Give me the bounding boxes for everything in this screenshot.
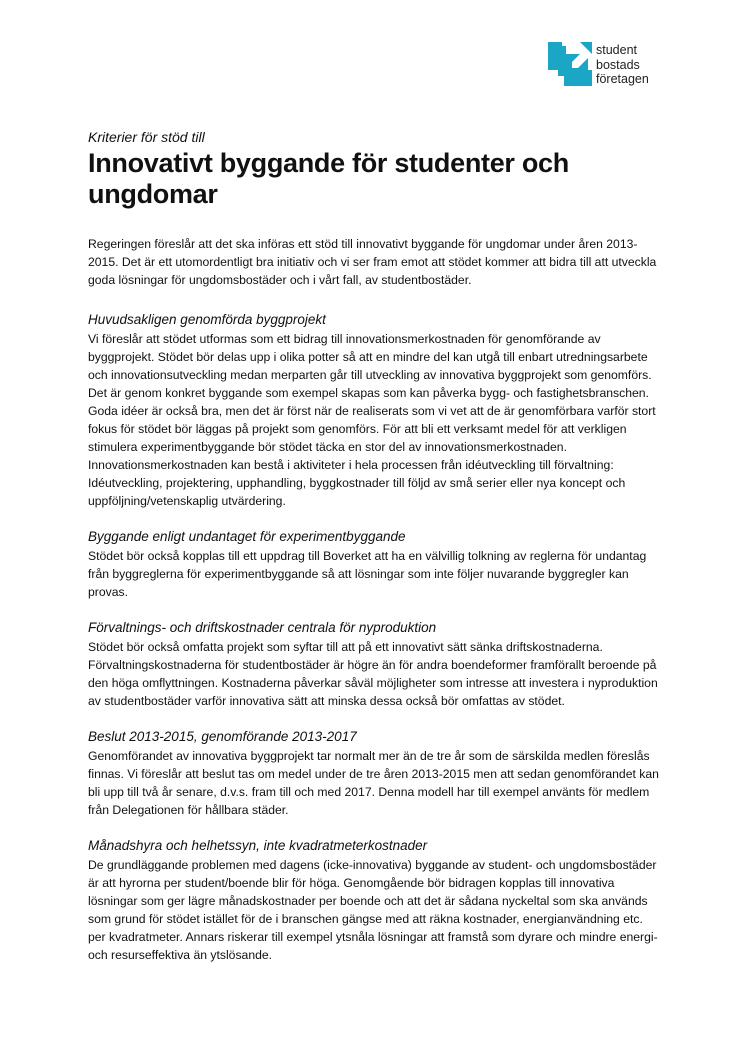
section-manadshyra [88,837,663,964]
logo-line-3: företagen [596,72,649,86]
section-heading: Huvudsakligen genomförda byggprojekt [88,312,326,327]
section-body: Genomförandet av innovativa byggprojekt tar normalt mer än de tre år som de särskilda medlen föreslås finnas. Vi föreslår att beslut tas om medel under de tre åren 2013-2015 men att sedan genomförandet kan bli upp till två år senare, d.v.s. fram till och med 2017. Denna modell har till exempel använts för medlem från Delegationen för hållbara städer. [88,749,659,817]
section-heading: Beslut 2013-2015, genomförande 2013-2017 [88,729,357,744]
section-heading: Byggande enligt undantaget för experimentbyggande [88,529,406,544]
logo-line-2: bostads [596,57,640,72]
logo-line-1: student [596,43,638,57]
section-body: Stödet bör också kopplas till ett uppdrag till Boverket att ha en välvillig tolkning av reglerna för undantag från byggreglerna för experimentbyggande så att lösningar som inte följer nuvarande byggregler kan provas. [88,549,647,599]
intro-paragraph: Regeringen föreslår att det ska införas ett stöd till innovativt byggande för ungdomar under åren 2013-2015. Det är ett utomordentligt bra initiativ och vi ser fram emot att stödet kommer att bidra till att utveckla goda lösningar för ungdomsbostäder och i vårt fall, av studentbostäder. [88,237,657,287]
section-body: Stödet bör också omfatta projekt som syftar till att på ett innovativt sätt sänka driftskostnaderna. Förvaltningskostnaderna för studentbostäder är högre än för andra boendeformer framförallt beroende på den höga omflyttningen. Kostnaderna påverkar såväl möjligheter som intresse att investera i nyproduktion av studentbostäder varför innovativa sätt att minska dessa också bör omfattas av stödet. [88,640,658,708]
document-kicker: Kriterier för stöd till [88,129,205,145]
logo-wordmark [596,43,649,87]
section-body: Vi föreslår att stödet utformas som ett bidrag till innovationsmerkostnaden för genomförande av byggprojekt. Stödet bör delas upp i olika potter så att en mindre del kan utgå till enbart utredningsarbete och innovationsutveckling medan merparten går till utveckling av innovativa byggprojekt som genomförs. Det är genom konkret byggande som exempel skapas som kan påverka bygg- och fastighetsbranschen. Goda idéer är också bra, men det är först när de realiserats som vi vet att de är genomförbara varför stort fokus för stödet bör läggas på projekt som genomförs. För att bli ett verksamt medel för att verkligen stimulera experimentbyggande bör stödet täcka en stor del av innovationsmerkostnaden. Innovationsmerkostnaden kan bestå i aktiviteter i hela processen från idéutveckling till förvaltning: Idéutveckling, projektering, upphandling, byggkostnader till följd av små serier eller nya koncept och uppföljning/vetenskaplig utvärdering. [88,332,656,508]
document-body [88,129,663,982]
document-title: Innovativt byggande för studenter och ungdomar [88,148,569,209]
section-driftskostnader [88,619,663,710]
section-beslut-genomforande [88,728,663,819]
section-body: De grundläggande problemen med dagens (icke-innovativa) byggande av student- och ungdomsbostäder är att hyrorna per student/boende blir för höga. Genomgående bör bidragen kopplas till innovativa lösningar som ger lägre månadskostnader per boende och att det är sådana nyckeltal som ska används som grund för stödet istället för de i branschen gängse med att räkna kostnader, energianvändning etc. per kvadratmeter. Annars riskerar till exempel ytsnåla lösningar att framstå som dyrare och mindre energi- och resurseffektiva än ytslösande. [88,858,658,962]
section-experimentbyggande [88,528,663,601]
section-heading: Förvaltnings- och driftskostnader centrala för nyproduktion [88,620,437,635]
company-logo [548,42,698,92]
arrow-logo-icon [548,42,592,86]
section-heading: Månadshyra och helhetssyn, inte kvadratmeterkostnader [88,838,428,853]
section-genomforda-byggprojekt [88,311,663,510]
